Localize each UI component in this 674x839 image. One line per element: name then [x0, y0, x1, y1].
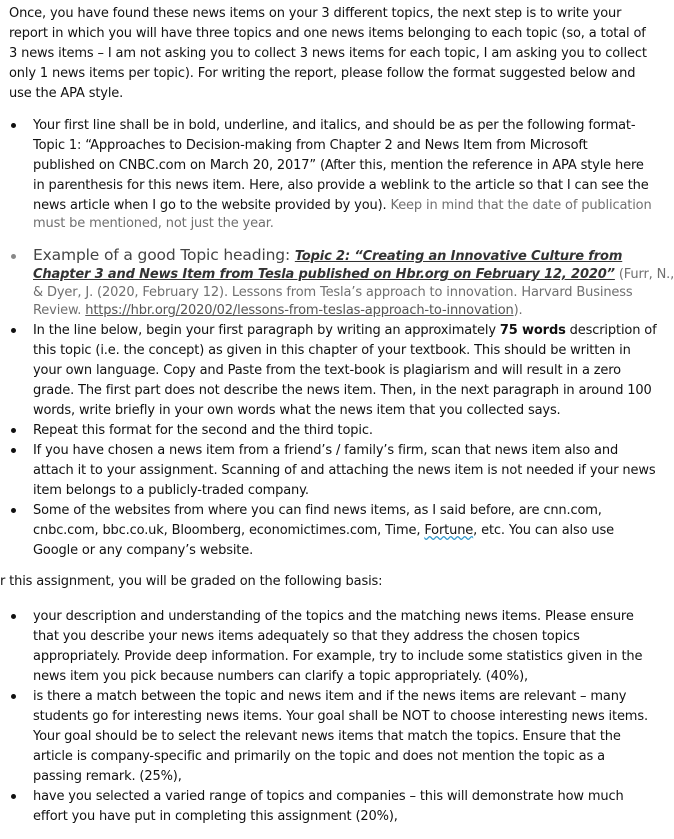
- text-line: Repeat this format for the second and the third topic.: [33, 423, 373, 438]
- bullet-icon: [11, 428, 16, 433]
- text-line: your own language. Copy and Paste from the text-book is plagiarism and will result in a zero: [33, 363, 621, 378]
- text-line: students go for interesting news items. Your goal shall be NOT to choose interesting news items.: [33, 709, 648, 724]
- text-line: [33, 196, 652, 216]
- text-line: attach it to your assignment. Scanning of and attaching the news item is not needed if your news: [33, 463, 656, 478]
- text-line: [33, 301, 523, 321]
- text-span: description of: [569, 323, 657, 338]
- word-count: 75 words: [499, 323, 566, 338]
- text-line: is there a match between the topic and news item and if the news items are relevant – many: [33, 689, 627, 704]
- text-span: , etc. You can also use: [473, 523, 614, 538]
- text-line: words, write briefly in your own words what the news item that you collected says.: [33, 403, 561, 418]
- text-span: cnbc.com, bbc.co.uk, Bloomberg, economictimes.com, Time,: [33, 523, 421, 538]
- bullet-icon: [11, 448, 16, 453]
- text-line: [33, 321, 657, 341]
- example-topic: Chapter 3 and News Item from Tesla published on Hbr.org on February 12, 2020”: [33, 267, 615, 282]
- reference-text: (Furr, N.,: [618, 267, 674, 282]
- text-line: 3 news items – I am not asking you to collect 3 news items for each topic, I am asking you to collect: [9, 46, 647, 61]
- bullet-icon: [11, 328, 16, 333]
- text-line: in parenthesis for this news item. Here, also provide a weblink to the article so that I can see the: [33, 178, 649, 193]
- example-heading: [33, 245, 622, 267]
- text-line: Once, you have found these news items on your 3 different topics, the next step is to write your: [9, 6, 622, 21]
- text-line: report in which you will have three topics and one news items belonging to each topic (so, a total of: [9, 26, 646, 41]
- bullet-icon: [11, 254, 16, 259]
- bullet-icon: [11, 614, 16, 619]
- text-span: In the line below, begin your first paragraph by writing an approximately: [33, 323, 496, 338]
- text-line: grade. The first part does not describe the news item. Then, in the next paragraph in around 100: [33, 383, 652, 398]
- text-line: Some of the websites from where you can find news items, as I said before, are cnn.com,: [33, 503, 602, 518]
- text-line: your description and understanding of the topics and the matching news items. Please ensure: [33, 609, 634, 624]
- bullet-icon: [11, 508, 16, 513]
- text-line: news item you pick because numbers can clarify a topic appropriately. (40%),: [33, 669, 528, 684]
- bullet-icon: [11, 794, 16, 799]
- text-line: Topic 1: “Approaches to Decision-making from Chapter 2 and News Item from Microsoft: [33, 138, 588, 153]
- bullet-icon: [11, 123, 16, 128]
- example-topic: Topic 2: “Creating an Innovative Culture from: [294, 249, 623, 264]
- text-line: effort you have put in completing this assignment (20%),: [33, 809, 398, 824]
- text-line: article is company-specific and primarily on the topic and does not mention the topic as a: [33, 749, 605, 764]
- text-line: this topic (i.e. the concept) as given in this chapter of your textbook. This should be written in: [33, 343, 631, 358]
- text-line: item belongs to a publicly-traded company.: [33, 483, 309, 498]
- text-line: have you selected a varied range of topics and companies – this will demonstrate how much: [33, 789, 624, 804]
- reference-text: Review.: [33, 303, 82, 318]
- reference-link[interactable]: https://hbr.org/2020/02/lessons-from-teslas-approach-to-innovation: [85, 303, 514, 318]
- spellcheck-word: Fortune: [424, 523, 474, 538]
- text-line: [33, 521, 614, 541]
- note-text: must be mentioned, not just the year.: [33, 216, 274, 231]
- text-line: that you describe your news items adequately so that they address the chosen topics: [33, 629, 580, 644]
- text-line: Your goal should be to select the relevant news items that match the topics. Ensure that the: [33, 729, 621, 744]
- text-line: appropriately. Provide deep information. For example, try to include some statistics given in the: [33, 649, 643, 664]
- example-label: Example of a good Topic heading:: [33, 246, 291, 264]
- text-line: Google or any company’s website.: [33, 543, 254, 558]
- text-line: passing remark. (25%),: [33, 769, 182, 784]
- text-line: only 1 news items per topic). For writing the report, please follow the format suggested below and: [9, 66, 636, 81]
- bullet-icon: [11, 694, 16, 699]
- grading-intro: r this assignment, you will be graded on the following basis:: [0, 574, 383, 589]
- text-line: [33, 265, 674, 285]
- text-line: If you have chosen a news item from a friend’s / family’s firm, scan that news item also and: [33, 443, 619, 458]
- text-span: news article when I go to the website provided by you).: [33, 198, 387, 213]
- note-text: Keep in mind that the date of publication: [390, 198, 652, 213]
- reference-text: & Dyer, J. (2020, February 12). Lessons from Tesla’s approach to innovation. Harvard Business: [33, 285, 633, 300]
- text-line: Your first line shall be in bold, underline, and italics, and should be as per the following format-: [33, 118, 636, 133]
- reference-text: ).: [513, 303, 523, 318]
- text-line: published on CNBC.com on March 20, 2017” (After this, mention the reference in APA style here: [33, 158, 644, 173]
- text-line: use the APA style.: [9, 86, 124, 101]
